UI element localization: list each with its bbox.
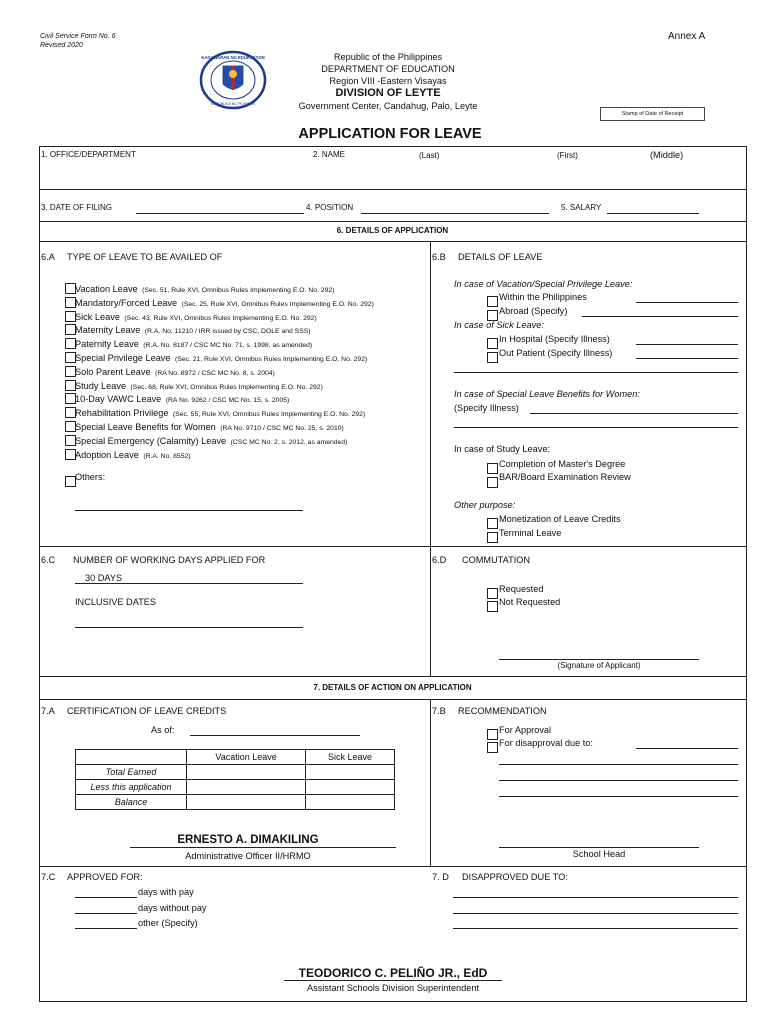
- section7d-number: 7. D: [432, 872, 449, 882]
- disapproved-reason-field[interactable]: [453, 897, 738, 898]
- balance-sick-cell[interactable]: [306, 795, 395, 810]
- terminal-leave-label: Terminal Leave: [499, 528, 562, 538]
- name-label: 2. NAME: [313, 150, 346, 159]
- inclusive-dates-field[interactable]: [75, 627, 303, 628]
- department-line: DEPARTMENT OF EDUCATION: [321, 64, 455, 74]
- disapproved-reason-field[interactable]: [453, 928, 738, 929]
- leave-type-name: Study Leave: [75, 381, 127, 391]
- in-hospital-field[interactable]: [636, 344, 738, 345]
- asds-name: TEODORICO C. PELIÑO JR., EdD: [298, 966, 488, 980]
- leave-type-name: Mandatory/Forced Leave: [75, 298, 178, 308]
- divider: [39, 546, 746, 547]
- bar-review-label: BAR/Board Examination Review: [499, 472, 631, 482]
- leave-type-reference: (CSC MC No. 2, s. 2012, as amended): [230, 439, 348, 446]
- leave-type-reference: (Sec. 43, Rule XVI, Omnibus Rules Implementing E.O. No. 292): [124, 315, 317, 322]
- abroad-field[interactable]: [582, 316, 738, 317]
- section7c-title: APPROVED FOR:: [67, 872, 143, 882]
- leave-type-reference: (Sec. 25, Rule XVI, Omnibus Rules Implementing E.O. No. 292): [181, 301, 374, 308]
- svg-text:KAGAWARAN NG EDUKASYON: KAGAWARAN NG EDUKASYON: [201, 55, 265, 60]
- republic-line: Republic of the Philippines: [333, 52, 443, 62]
- requested-checkbox[interactable]: [487, 588, 498, 599]
- disapproval-reason-field[interactable]: [636, 748, 738, 749]
- less-application-sick-cell[interactable]: [306, 780, 395, 795]
- table-row: [76, 765, 395, 780]
- leave-type-name: 10-Day VAWC Leave: [75, 394, 162, 404]
- address-line: Government Center, Candahug, Palo, Leyte: [298, 101, 478, 111]
- annex-label: Annex A: [668, 31, 706, 42]
- applicant-signature-field[interactable]: [499, 659, 699, 660]
- out-patient-field[interactable]: [636, 358, 738, 359]
- leave-type-reference: (RA No. 9262 / CSC MC No. 15, s. 2005): [165, 397, 290, 404]
- divider: [39, 676, 746, 677]
- as-of-field[interactable]: [190, 735, 360, 736]
- for-approval-checkbox[interactable]: [487, 729, 498, 740]
- leave-type-item: [75, 445, 191, 463]
- less-application-vacation-cell[interactable]: [187, 780, 306, 795]
- days-without-pay-field[interactable]: [75, 913, 137, 914]
- date-filing-label: 3. DATE OF FILING: [41, 203, 112, 212]
- row-label: Balance: [76, 795, 187, 810]
- masters-label: Completion of Master's Degree: [499, 459, 626, 469]
- division-line: DIVISION OF LEYTE: [335, 87, 441, 99]
- section7-title: 7. DETAILS OF ACTION ON APPLICATION: [313, 683, 472, 692]
- hrmo-signature-line: [130, 847, 396, 848]
- working-days-field[interactable]: [75, 583, 303, 584]
- asds-signature-line: [284, 980, 502, 981]
- leave-type-name: Maternity Leave: [75, 325, 141, 335]
- section6-title: 6. DETAILS OF APPLICATION: [336, 226, 449, 235]
- leave-type-reference: (Sec. 51, Rule XVI, Omnibus Rules Implementing E.O. No. 292): [142, 287, 335, 294]
- leave-type-reference: (Sec. 21, Rule XVI, Omnibus Rules Implementing E.O. No. 292): [174, 356, 368, 363]
- other-purpose-label: Other purpose:: [454, 500, 516, 510]
- within-ph-field[interactable]: [636, 302, 738, 303]
- middle-name-label: (Middle): [650, 150, 684, 160]
- others-field[interactable]: [75, 510, 303, 511]
- revised-date: Revised 2020: [40, 42, 83, 49]
- divider: [39, 866, 746, 867]
- last-name-label: (Last): [419, 151, 440, 160]
- other-specify-field[interactable]: [75, 928, 137, 929]
- women-extra-field[interactable]: [454, 427, 738, 428]
- leave-type-name: Vacation Leave: [75, 284, 138, 294]
- within-ph-label: Within the Philippines: [499, 292, 587, 302]
- school-head-signature-line[interactable]: [499, 847, 699, 848]
- out-patient-label: Out Patient (Specify Illness): [499, 348, 613, 358]
- section6d-number: 6.D: [432, 555, 447, 565]
- disapproved-reason-field[interactable]: [453, 913, 738, 914]
- not-requested-label: Not Requested: [499, 597, 561, 607]
- section7c-number: 7.C: [41, 872, 56, 882]
- divider: [39, 221, 746, 222]
- section6d-title: COMMUTATION: [462, 555, 531, 565]
- column-divider: [430, 699, 431, 866]
- hrmo-title: Administrative Officer II/HRMO: [185, 851, 311, 861]
- hrmo-name: ERNESTO A. DIMAKILING: [177, 834, 319, 846]
- leave-type-name: Solo Parent Leave: [75, 367, 151, 377]
- as-of-label: As of:: [151, 725, 175, 735]
- position-label: 4. POSITION: [306, 203, 354, 212]
- leave-type-reference: (RA No. 9710 / CSC MC No. 25, s. 2010): [220, 425, 344, 432]
- divider: [39, 189, 746, 190]
- column-header-sick: Sick Leave: [306, 750, 395, 765]
- leave-type-reference: (R.A. No. 11210 / IRR issued by CSC, DOLE and SSS): [144, 328, 311, 335]
- salary-label: 5. SALARY: [561, 203, 602, 212]
- section6a-title: TYPE OF LEAVE TO BE AVAILED OF: [67, 252, 223, 262]
- sick-extra-field[interactable]: [454, 372, 738, 373]
- salary-field[interactable]: [607, 213, 699, 214]
- leave-credits-table: [75, 749, 395, 810]
- section7a-number: 7.A: [41, 706, 55, 716]
- in-hospital-label: In Hospital (Specify Illness): [499, 334, 610, 344]
- table-row: [76, 795, 395, 810]
- divider: [39, 241, 746, 242]
- for-disapproval-checkbox[interactable]: [487, 742, 498, 753]
- section7a-title: CERTIFICATION OF LEAVE CREDITS: [67, 706, 227, 716]
- row-label: Less this application: [76, 780, 187, 795]
- leave-type-name: Special Privilege Leave: [75, 353, 171, 363]
- section7b-title: RECOMMENDATION: [458, 706, 547, 716]
- office-label: 1. OFFICE/DEPARTMENT: [41, 150, 136, 159]
- balance-vacation-cell[interactable]: [187, 795, 306, 810]
- form-title: APPLICATION FOR LEAVE: [298, 126, 482, 142]
- date-filing-field[interactable]: [136, 213, 304, 214]
- days-with-pay-label: days with pay: [138, 887, 194, 897]
- section6b-number: 6.B: [432, 252, 446, 262]
- section7d-title: DISAPPROVED DUE TO:: [462, 872, 568, 882]
- column-header-vacation: Vacation Leave: [187, 750, 306, 765]
- leave-type-reference: (RA No. 8972 / CSC MC No. 8, s. 2004): [155, 370, 275, 377]
- working-days-value[interactable]: 30 DAYS: [85, 573, 123, 583]
- not-requested-checkbox[interactable]: [487, 601, 498, 612]
- others-label: Others:: [75, 472, 106, 482]
- leave-type-reference: (R.A. No. 8552): [143, 453, 191, 460]
- total-earned-vacation-cell[interactable]: [187, 765, 306, 780]
- leave-type-name: Special Leave Benefits for Women: [75, 422, 216, 432]
- asds-title: Assistant Schools Division Superintendent: [306, 983, 480, 993]
- disapproval-reason-field[interactable]: [499, 796, 738, 797]
- section7b-number: 7.B: [432, 706, 446, 716]
- leave-type-name: Sick Leave: [75, 312, 120, 322]
- out-patient-checkbox[interactable]: [487, 352, 498, 363]
- masters-checkbox[interactable]: [487, 463, 498, 474]
- for-disapproval-label: For disapproval due to:: [499, 738, 593, 748]
- section6a-number: 6.A: [41, 252, 55, 262]
- stamp-box: Stamp of Date of Receipt: [600, 107, 705, 121]
- specify-illness-label: (Specify Illness): [454, 403, 519, 413]
- leave-type-name: Special Emergency (Calamity) Leave: [75, 436, 227, 446]
- abroad-label: Abroad (Specify): [499, 306, 568, 316]
- inclusive-dates-label: INCLUSIVE DATES: [75, 597, 157, 607]
- days-with-pay-field[interactable]: [75, 897, 137, 898]
- disapproval-reason-field[interactable]: [499, 780, 738, 781]
- days-without-pay-label: days without pay: [138, 903, 207, 913]
- section6c-number: 6.C: [41, 555, 56, 565]
- sick-case-label: In case of Sick Leave:: [454, 320, 544, 330]
- leave-type-reference: (R.A. No. 8187 / CSC MC No. 71, s. 1998, as amended): [143, 342, 313, 349]
- leave-type-reference: (Sec. 68, Rule XVI, Omnibus Rules Implementing E.O. No. 292): [130, 384, 323, 391]
- section6b-title: DETAILS OF LEAVE: [458, 252, 543, 262]
- form-frame: [39, 146, 747, 1002]
- region-line: Region VIII -Eastern Visayas: [329, 76, 447, 86]
- in-hospital-checkbox[interactable]: [487, 338, 498, 349]
- for-approval-label: For Approval: [499, 725, 552, 735]
- divider: [39, 699, 746, 700]
- first-name-label: (First): [557, 151, 578, 160]
- leave-type-name: Rehabilitation Privilege: [75, 408, 169, 418]
- school-head-label: School Head: [572, 849, 626, 859]
- terminal-leave-checkbox[interactable]: [487, 532, 498, 543]
- women-illness-field[interactable]: [530, 413, 738, 414]
- disapproval-reason-field[interactable]: [499, 764, 738, 765]
- within-ph-checkbox[interactable]: [487, 296, 498, 307]
- deped-seal-icon: [198, 50, 268, 110]
- women-case-label: In case of Special Leave Benefits for Women:: [454, 389, 640, 399]
- other-specify-label: other (Specify): [138, 918, 198, 928]
- requested-label: Requested: [499, 584, 544, 594]
- applicant-signature-label: (Signature of Applicant): [557, 661, 641, 670]
- monetization-label: Monetization of Leave Credits: [499, 514, 621, 524]
- table-row: [76, 780, 395, 795]
- leave-type-name: Paternity Leave: [75, 339, 139, 349]
- section6c-title: NUMBER OF WORKING DAYS APPLIED FOR: [73, 555, 266, 565]
- leave-type-name: Adoption Leave: [75, 450, 139, 460]
- total-earned-sick-cell[interactable]: [306, 765, 395, 780]
- bar-review-checkbox[interactable]: [487, 477, 498, 488]
- row-label: Total Earned: [76, 765, 187, 780]
- position-field[interactable]: [361, 213, 549, 214]
- monetization-checkbox[interactable]: [487, 518, 498, 529]
- svg-text:REPUBLIKA NG PILIPINAS: REPUBLIKA NG PILIPINAS: [210, 102, 256, 106]
- leave-type-reference: (Sec. 55, Rule XVI, Omnibus Rules Implementing E.O. No. 292): [172, 411, 366, 418]
- study-case-label: In case of Study Leave:: [454, 444, 551, 454]
- column-divider: [430, 241, 431, 676]
- table-header-row: [76, 750, 395, 765]
- vacation-case-label: In case of Vacation/Special Privilege Leave:: [454, 279, 633, 289]
- form-number: Civil Service Form No. 6: [40, 33, 116, 40]
